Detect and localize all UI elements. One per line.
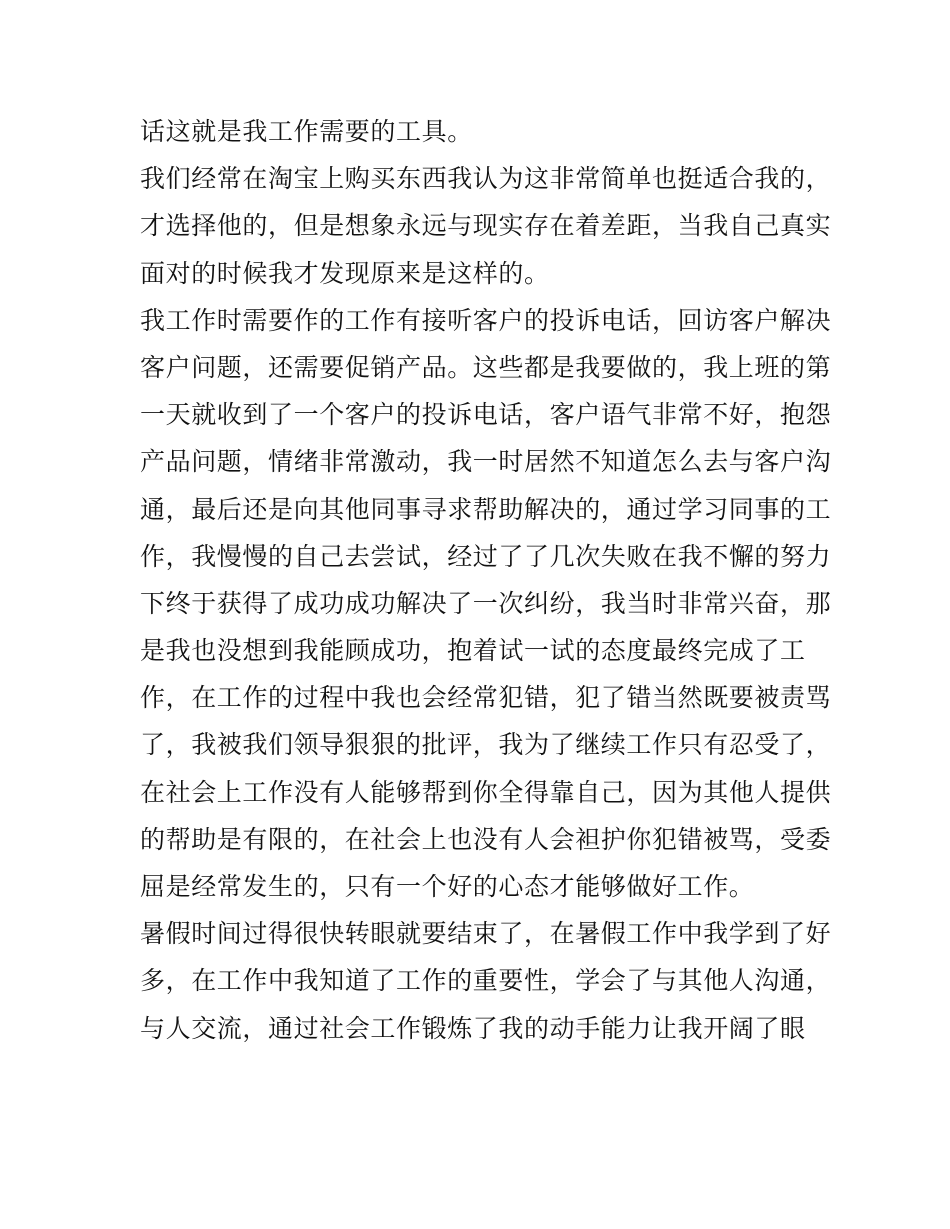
text-line: 话这就是我工作需要的工具。 <box>140 117 473 146</box>
text-line: 客户问题，还需要促销产品。这些都是我要做的，我上班的第 <box>140 352 832 382</box>
text-line: 的帮助是有限的，在社会上也没有人会袒护你犯错被骂，受委 <box>140 824 832 854</box>
text-line: 了，我被我们领导狠狠的批评，我为了继续工作只有忍受了， <box>140 730 832 760</box>
text-line: 我们经常在淘宝上购买东西我认为这非常简单也挺适合我的， <box>140 164 832 194</box>
text-line: 屈是经常发生的，只有一个好的心态才能够做好工作。 <box>140 872 755 901</box>
text-line: 我工作时需要作的工作有接听客户的投诉电话，回访客户解决 <box>140 305 832 335</box>
text-line: 是我也没想到我能顾成功，抱着试一试的态度最终完成了工 <box>140 636 806 666</box>
text-line: 作，我慢慢的自己去尝试，经过了了几次失败在我不懈的努力 <box>140 541 832 571</box>
text-line: 面对的时候我才发现原来是这样的。 <box>140 258 550 288</box>
text-line: 才选择他的，但是想象永远与现实存在着差距，当我自己真实 <box>140 211 832 241</box>
text-line: 下终于获得了成功成功解决了一次纠纷，我当时非常兴奋，那 <box>140 588 832 618</box>
text-line: 多，在工作中我知道了工作的重要性，学会了与其他人沟通， <box>140 966 832 996</box>
text-line: 一天就收到了一个客户的投诉电话，客户语气非常不好，抱怨 <box>140 400 832 430</box>
text-line: 作，在工作的过程中我也会经常犯错，犯了错当然既要被责骂 <box>140 683 832 713</box>
text-line: 产品问题，情绪非常激动，我一时居然不知道怎么去与客户沟 <box>140 447 832 477</box>
text-line: 暑假时间过得很快转眼就要结束了，在暑假工作中我学到了好 <box>140 919 832 949</box>
text-line: 与人交流，通过社会工作锻炼了我的动手能力让我开阔了眼 <box>140 1013 806 1043</box>
text-line: 通，最后还是向其他同事寻求帮助解决的，通过学习同事的工 <box>140 494 832 524</box>
body-text <box>140 108 832 1052</box>
text-line: 在社会上工作没有人能够帮到你全得靠自己，因为其他人提供 <box>140 777 832 807</box>
